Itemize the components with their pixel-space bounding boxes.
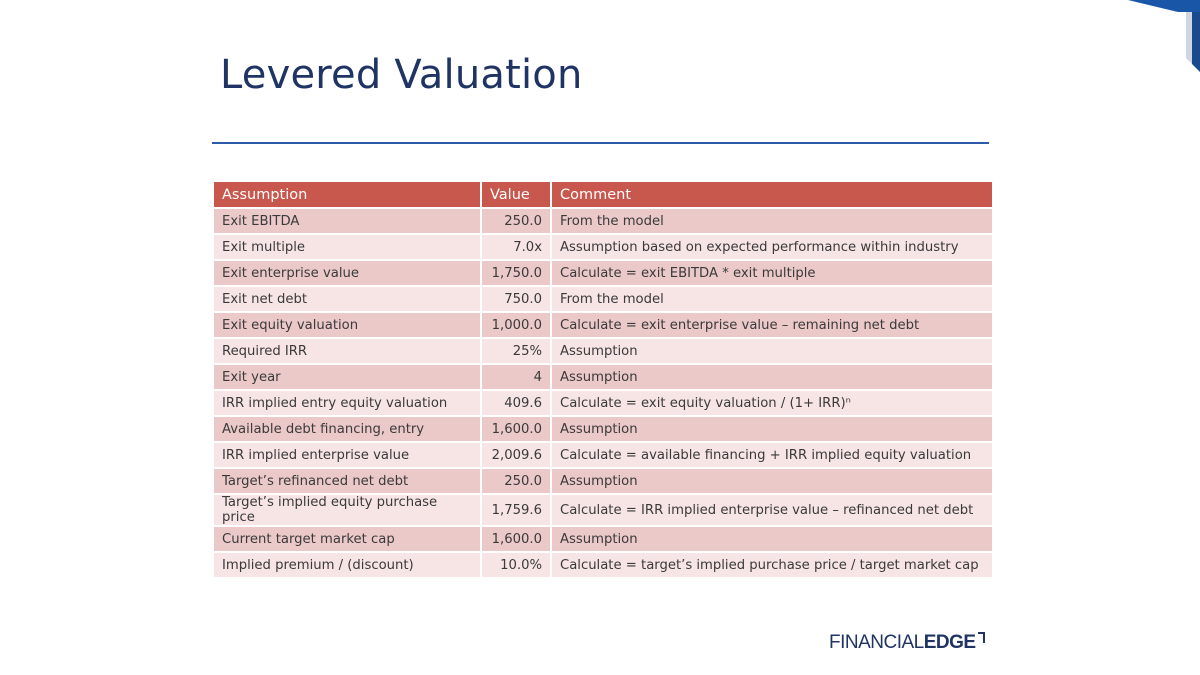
assumption-cell: Current target market cap xyxy=(214,527,480,551)
comment-cell: Assumption based on expected performance within industry xyxy=(550,235,992,259)
table-row xyxy=(214,527,992,551)
value-cell: 750.0 xyxy=(480,287,550,311)
logo-text-edge: EDGE xyxy=(923,632,976,653)
assumption-cell: Exit net debt xyxy=(214,287,480,311)
value-cell: 4 xyxy=(480,365,550,389)
value-cell: 7.0x xyxy=(480,235,550,259)
assumption-cell: Exit year xyxy=(214,365,480,389)
comment-cell: Calculate = exit EBITDA * exit multiple xyxy=(550,261,992,285)
table-row xyxy=(214,391,992,415)
value-cell: 1,750.0 xyxy=(480,261,550,285)
table-row xyxy=(214,417,992,441)
table-row xyxy=(214,235,992,259)
value-cell: 1,600.0 xyxy=(480,417,550,441)
table-row xyxy=(214,469,992,493)
header-assumption: Assumption xyxy=(214,182,480,207)
comment-cell: From the model xyxy=(550,209,992,233)
comment-cell: Calculate = exit equity valuation / (1+ IRR)ⁿ xyxy=(550,391,992,415)
assumption-cell: Target’s refinanced net debt xyxy=(214,469,480,493)
comment-cell: Assumption xyxy=(550,527,992,551)
table-row xyxy=(214,261,992,285)
table-row xyxy=(214,209,992,233)
assumption-cell: Available debt financing, entry xyxy=(214,417,480,441)
value-cell: 10.0% xyxy=(480,553,550,577)
comment-cell: Calculate = IRR implied enterprise value – refinanced net debt xyxy=(550,495,992,525)
value-cell: 250.0 xyxy=(480,469,550,493)
logo-bracket-icon xyxy=(977,632,985,644)
table-row xyxy=(214,313,992,337)
comment-cell: Assumption xyxy=(550,417,992,441)
table-body xyxy=(214,209,992,577)
valuation-table xyxy=(214,180,992,579)
table-row xyxy=(214,495,992,525)
comment-cell: Calculate = available financing + IRR implied equity valuation xyxy=(550,443,992,467)
table-row xyxy=(214,553,992,577)
comment-cell: Assumption xyxy=(550,469,992,493)
logo-text-financial: FINANCIAL xyxy=(829,632,924,653)
corner-accent-icon xyxy=(1120,0,1200,80)
table-header-row xyxy=(214,182,992,207)
assumption-cell: Required IRR xyxy=(214,339,480,363)
table-row xyxy=(214,339,992,363)
comment-cell: Assumption xyxy=(550,365,992,389)
comment-cell: From the model xyxy=(550,287,992,311)
value-cell: 1,000.0 xyxy=(480,313,550,337)
comment-cell: Calculate = exit enterprise value – remaining net debt xyxy=(550,313,992,337)
comment-cell: Calculate = target’s implied purchase price / target market cap xyxy=(550,553,992,577)
header-comment: Comment xyxy=(550,182,992,207)
assumption-cell: Target’s implied equity purchase price xyxy=(214,495,480,525)
table-row xyxy=(214,365,992,389)
assumption-cell: IRR implied entry equity valuation xyxy=(214,391,480,415)
title-divider xyxy=(212,142,989,144)
assumption-cell: IRR implied enterprise value xyxy=(214,443,480,467)
assumption-cell: Exit equity valuation xyxy=(214,313,480,337)
value-cell: 250.0 xyxy=(480,209,550,233)
value-cell: 1,600.0 xyxy=(480,527,550,551)
value-cell: 25% xyxy=(480,339,550,363)
assumption-cell: Implied premium / (discount) xyxy=(214,553,480,577)
comment-cell: Assumption xyxy=(550,339,992,363)
value-cell: 1,759.6 xyxy=(480,495,550,525)
page-title: Levered Valuation xyxy=(220,52,583,98)
table-row xyxy=(214,443,992,467)
value-cell: 2,009.6 xyxy=(480,443,550,467)
value-cell: 409.6 xyxy=(480,391,550,415)
table-row xyxy=(214,287,992,311)
assumption-cell: Exit enterprise value xyxy=(214,261,480,285)
header-value: Value xyxy=(480,182,550,207)
assumption-cell: Exit EBITDA xyxy=(214,209,480,233)
financial-edge-logo xyxy=(829,632,985,654)
assumption-cell: Exit multiple xyxy=(214,235,480,259)
